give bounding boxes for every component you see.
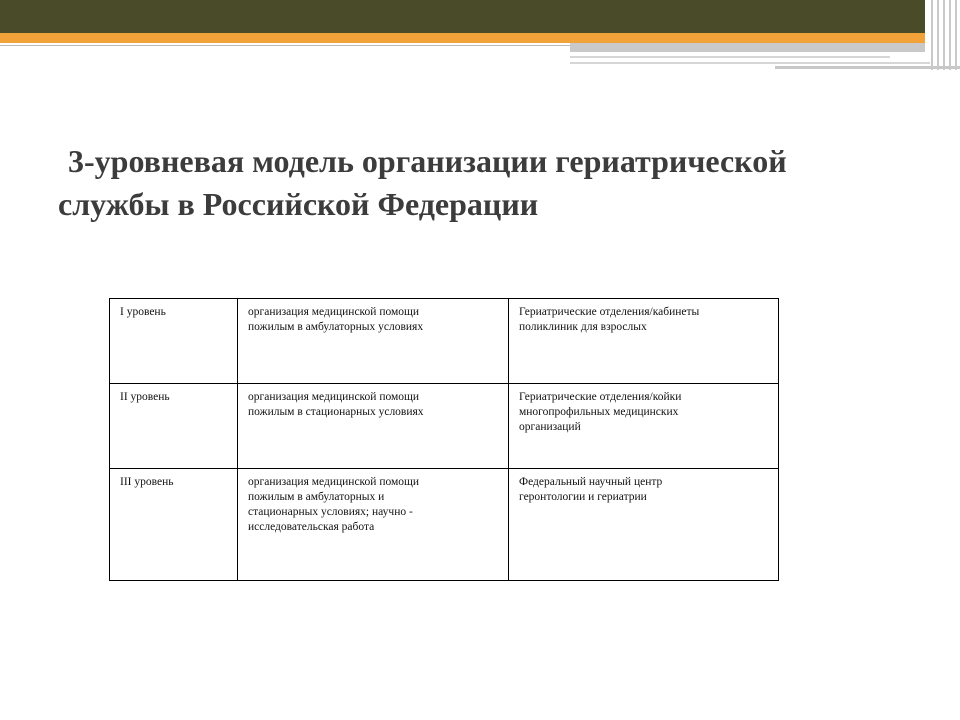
table-row [110, 469, 779, 581]
level-cell: I уровень [110, 299, 238, 384]
description-cell: организация медицинской помощи пожилым в амбулаторных и стационарных условиях; научно - исследовательская работа [238, 469, 509, 581]
decorative-line [570, 62, 930, 64]
description-cell: организация медицинской помощи пожилым в стационарных условиях [238, 384, 509, 469]
title-line-2: службы в Российской Федерации [58, 186, 539, 222]
corner-decoration [925, 0, 960, 70]
institution-cell: Гериатрические отделения/кабинеты поликлиник для взрослых [509, 299, 779, 384]
table-row [110, 384, 779, 469]
accent-strip [0, 33, 925, 43]
levels-table [109, 298, 779, 581]
institution-cell: Гериатрические отделения/койки многопрофильных медицинских организаций [509, 384, 779, 469]
table-row [110, 299, 779, 384]
slide-title [58, 140, 918, 226]
title-line-1: 3-уровневая модель организации гериатрической [68, 143, 787, 179]
level-cell: II уровень [110, 384, 238, 469]
decorative-block [570, 43, 925, 52]
header-bar [0, 0, 925, 33]
level-cell: III уровень [110, 469, 238, 581]
institution-cell: Федеральный научный центр геронтологии и гериатрии [509, 469, 779, 581]
decorative-line [570, 56, 890, 58]
description-cell: организация медицинской помощи пожилым в амбулаторных условиях [238, 299, 509, 384]
